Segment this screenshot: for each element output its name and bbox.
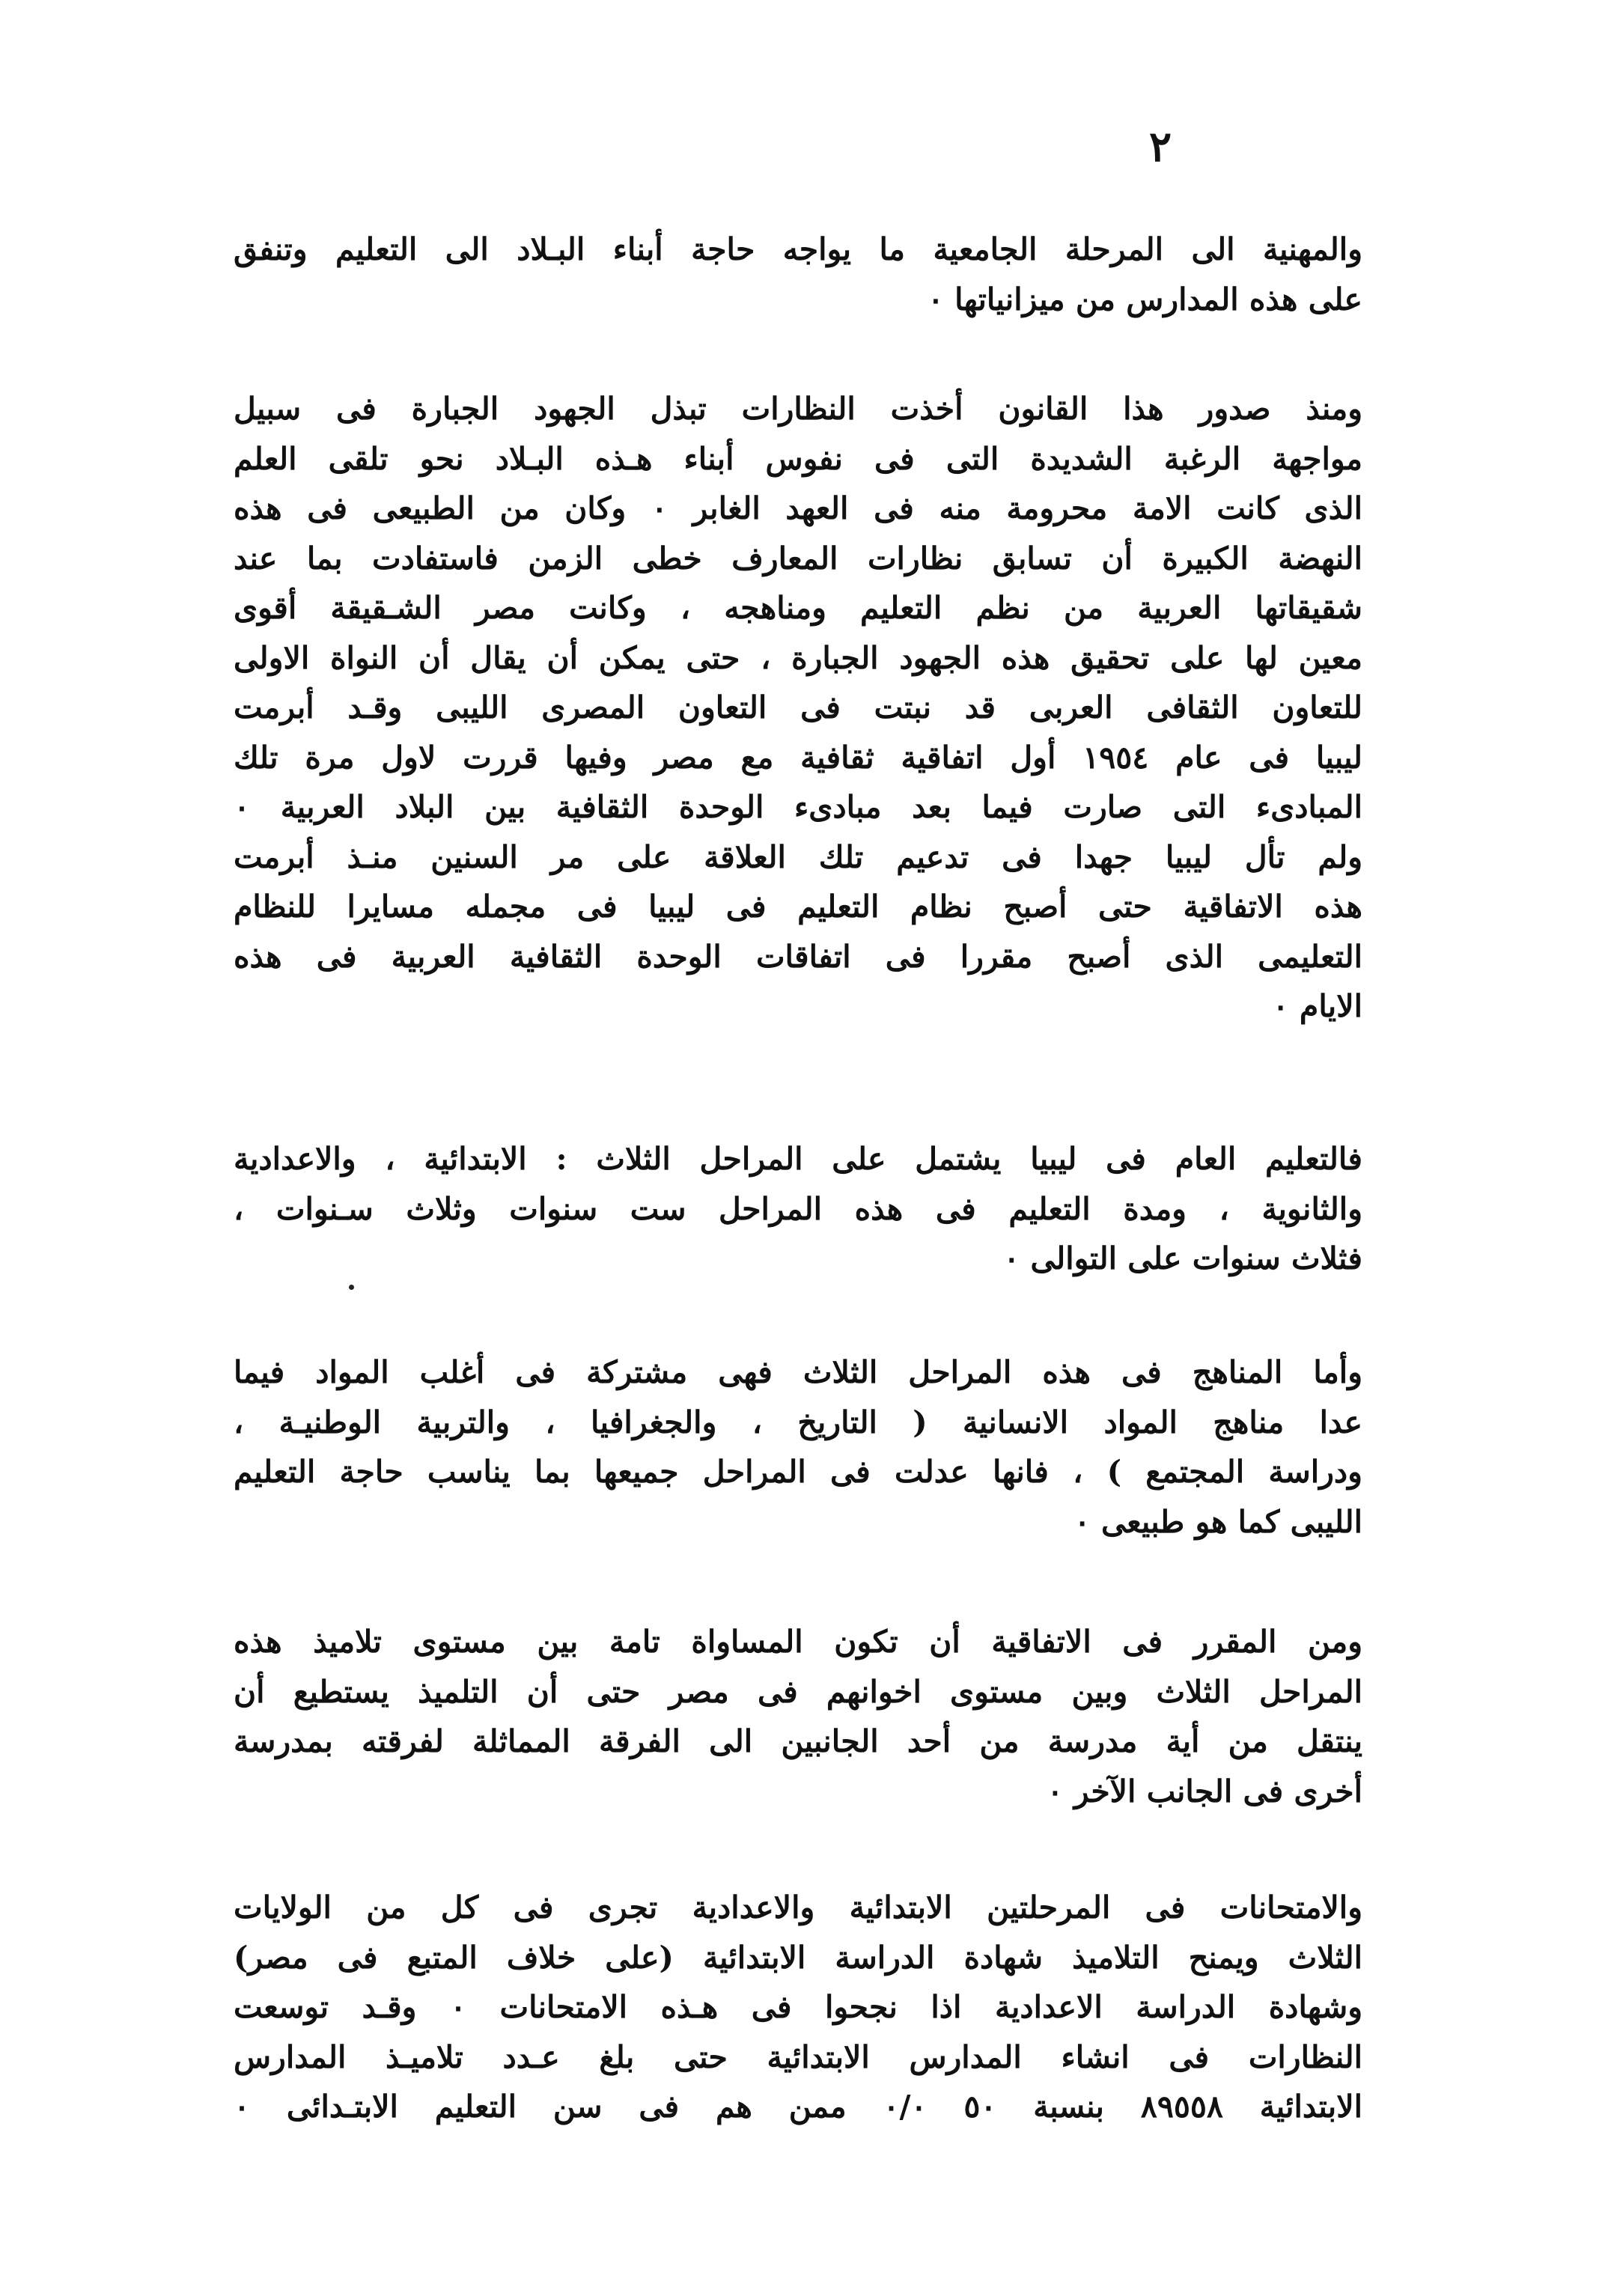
text-line: الابتدائية ٨٩٥٥٨ بنسبة ٥٠ ٠/٠ ممن هم فى سن التعليم الابتـدائى ٠ xyxy=(234,2089,1362,2125)
text-line: الذى كانت الامة محرومة منه فى العهد الغابر ٠ وكان من الطبيعى فى هذه xyxy=(234,490,1362,526)
paragraph-3 xyxy=(234,1134,1362,1284)
text-line: معين لها على تحقيق هذه الجهود الجبارة ، حتى يمكن أن يقال أن النواة الاولى xyxy=(234,639,1362,676)
text-line: على هذه المدارس من ميزانياتها ٠ xyxy=(927,281,1362,317)
text-line: الليبى كما هو طبيعى ٠ xyxy=(1073,1503,1362,1540)
text-line: التعليمى الذى أصبح مقررا فى اتفاقات الوحدة الثقافية العربية فى هذه xyxy=(234,938,1362,975)
text-line: المراحل الثلاث وبين مستوى اخوانهم فى مصر حتى أن التلميذ يستطيع أن xyxy=(234,1673,1362,1710)
text-line: وشهادة الدراسة الاعدادية اذا نجحوا فى هـذه الامتحانات ٠ وقـد توسعت xyxy=(234,1989,1362,2025)
text-line: ينتقل من أية مدرسة من أحد الجانبين الى الفرقة المماثلة لفرقته بمدرسة xyxy=(234,1723,1362,1759)
text-line: ولم تأل ليبيا جهدا فى تدعيم تلك العلاقة على مر السنين منـذ أبرمت xyxy=(234,838,1362,875)
text-line: شقيقاتها العربية من نظم التعليم ومناهجه ، وكانت مصر الشـقيقة أقوى xyxy=(234,590,1362,626)
text-line: فثلاث سنوات على التوالى ٠ xyxy=(1003,1240,1362,1276)
text-line: المبادىء التى صارت فيما بعد مبادىء الوحدة الثقافية بين البلاد العربية ٠ xyxy=(234,789,1362,825)
stray-ink-dot xyxy=(349,1285,354,1290)
text-line: ليبيا فى عام ١٩٥٤ أول اتفاقية ثقافية مع مصر وفيها قررت لاول مرة تلك xyxy=(234,739,1362,776)
paragraph-6 xyxy=(234,1883,1362,2132)
text-line: ومنذ صدور هذا القانون أخذت النظارات تبذل الجهود الجبارة فى سبيل xyxy=(234,391,1362,427)
text-line: ودراسة المجتمع ) ، فانها عدلت فى المراحل جميعها بما يناسب حاجة التعليم xyxy=(234,1454,1362,1490)
paragraph-1 xyxy=(234,225,1362,324)
text-line: أخرى فى الجانب الآخر ٠ xyxy=(1047,1773,1362,1809)
text-line: الثلاث ويمنح التلاميذ شهادة الدراسة الابتدائية (على خلاف المتبع فى مصر) xyxy=(234,1939,1362,1976)
text-line: والامتحانات فى المرحلتين الابتدائية والاعدادية تجرى فى كل من الولايات xyxy=(234,1890,1362,1925)
text-line: النظارات فى انشاء المدارس الابتدائية حتى بلغ عـدد تلاميـذ المدارس xyxy=(234,2038,1362,2075)
page-number: ٢ xyxy=(1148,122,1172,171)
paragraph-4 xyxy=(234,1348,1362,1547)
text-line: والثانوية ، ومدة التعليم فى هذه المراحل ست سنوات وثلاث سـنوات ، xyxy=(234,1190,1362,1227)
text-line: مواجهة الرغبة الشديدة التى فى نفوس أبناء هـذه البـلاد نحو تلقى العلم xyxy=(234,440,1362,477)
paragraph-2 xyxy=(234,384,1362,1032)
text-line: هذه الاتفاقية حتى أصبح نظام التعليم فى ليبيا فى مجمله مسايرا للنظام xyxy=(234,889,1362,925)
text-line: للتعاون الثقافى العربى قد نبتت فى التعاون المصرى الليبى وقـد أبرمت xyxy=(234,689,1362,725)
text-line: وأما المناهج فى هذه المراحل الثلاث فهى مشتركة فى أغلب المواد فيما xyxy=(234,1354,1362,1390)
text-line: فالتعليم العام فى ليبيا يشتمل على المراحل الثلاث : الابتدائية ، والاعدادية xyxy=(234,1141,1362,1177)
text-line: الايام ٠ xyxy=(1272,988,1362,1024)
text-line: عدا مناهج المواد الانسانية ( التاريخ ، والجغرافيا ، والتربية الوطنيـة ، xyxy=(234,1404,1362,1440)
text-line: ومن المقرر فى الاتفاقية أن تكون المساواة تامة بين مستوى تلاميذ هذه xyxy=(234,1624,1362,1660)
text-line: والمهنية الى المرحلة الجامعية ما يواجه حاجة أبناء البـلاد الى التعليم وتنفق xyxy=(234,231,1362,267)
paragraph-5 xyxy=(234,1617,1362,1816)
text-line: النهضة الكبيرة أن تسابق نظارات المعارف خطى الزمن فاستفادت بما عند xyxy=(234,540,1362,576)
